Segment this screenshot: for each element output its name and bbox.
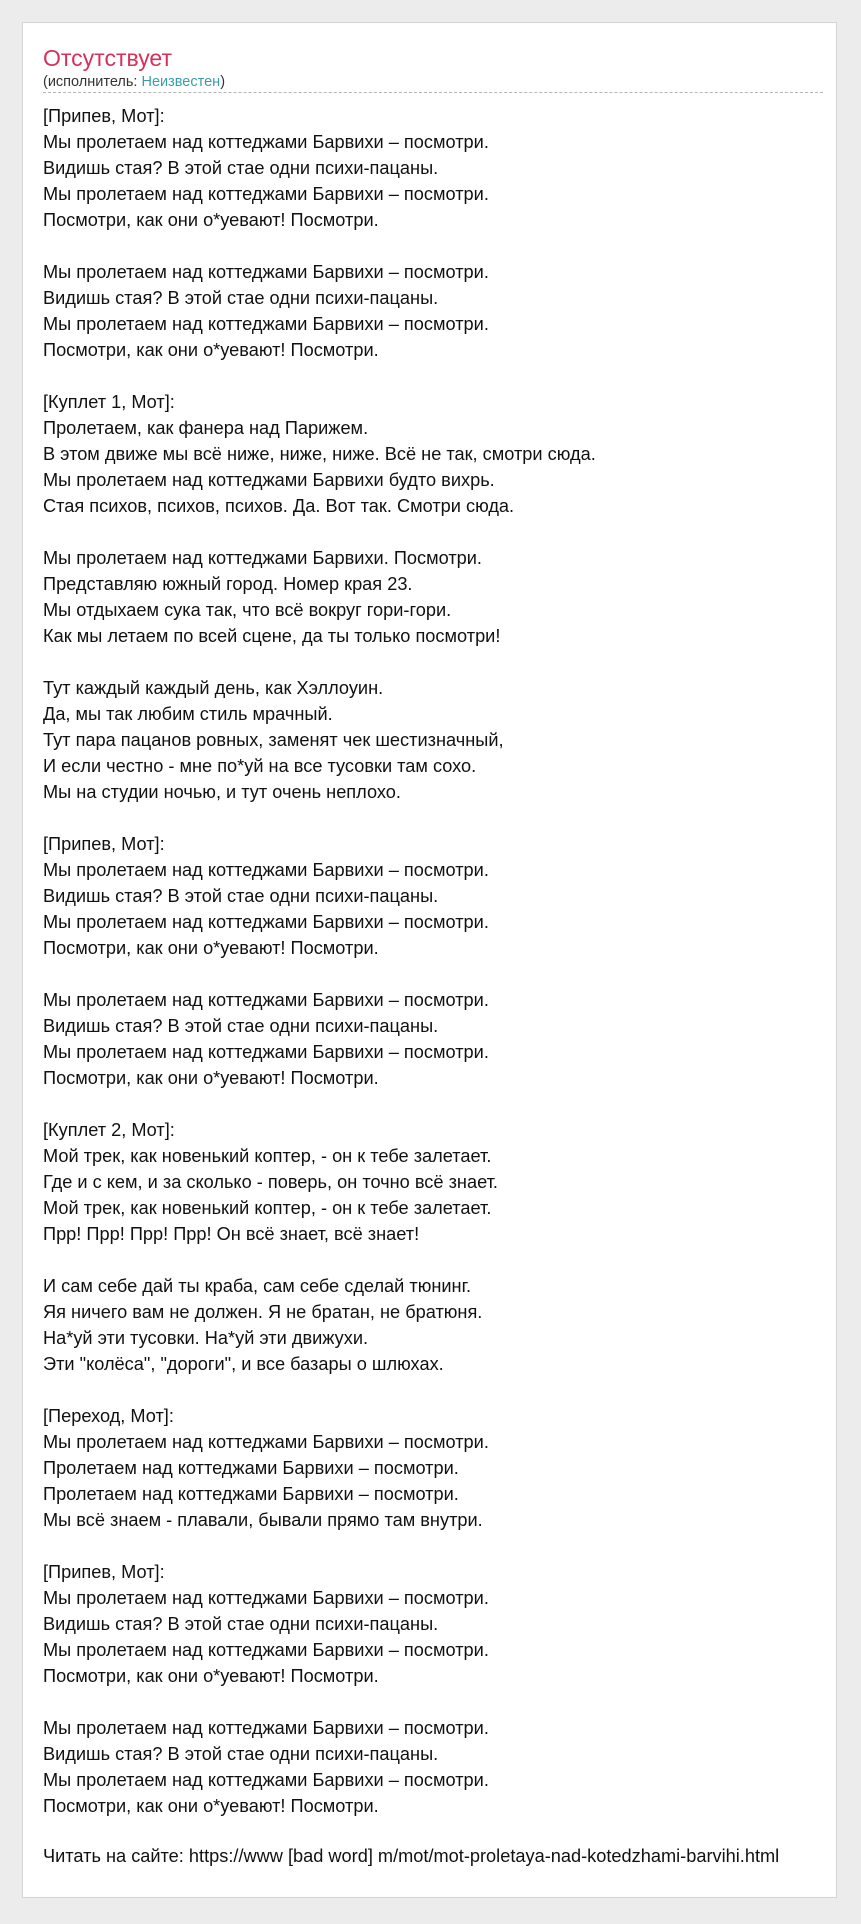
lyric-line: Мы пролетаем над коттеджами Барвихи – посмотри. bbox=[43, 1042, 489, 1062]
lyric-line: На*уй эти тусовки. На*уй эти движухи. bbox=[43, 1328, 369, 1348]
lyric-line: Мы пролетаем над коттеджами Барвихи – посмотри. bbox=[43, 1588, 489, 1608]
stanza-gap bbox=[43, 805, 833, 831]
lyric-line: Пролетаем, как фанера над Парижем. bbox=[43, 418, 369, 438]
lyric-line: Мы пролетаем над коттеджами Барвихи – посмотри. bbox=[43, 1432, 489, 1452]
lyric-line: Где и с кем, и за сколько - поверь, он точно всё знает. bbox=[43, 1172, 498, 1192]
stanza bbox=[43, 1559, 833, 1689]
stanza bbox=[43, 389, 833, 519]
lyric-line: Как мы летаем по всей сцене, да ты только посмотри! bbox=[43, 626, 501, 646]
lyric-line: Пролетаем над коттеджами Барвихи – посмотри. bbox=[43, 1484, 459, 1504]
lyric-line: Посмотри, как они о*уевают! Посмотри. bbox=[43, 1666, 379, 1686]
stanza bbox=[43, 987, 833, 1091]
lyric-line: И если честно - мне по*уй на все тусовки там сохо. bbox=[43, 756, 477, 776]
lyric-line: В этом движе мы всё ниже, ниже, ниже. Всё не так, смотри сюда. bbox=[43, 444, 596, 464]
lyric-line: Посмотри, как они о*уевают! Посмотри. bbox=[43, 938, 379, 958]
lyric-line: Мы пролетаем над коттеджами Барвихи – посмотри. bbox=[43, 990, 489, 1010]
lyric-line: И сам себе дай ты краба, сам себе сделай тюнинг. bbox=[43, 1276, 472, 1296]
performer-link[interactable]: Неизвестен bbox=[141, 74, 221, 90]
lyric-line: Мы пролетаем над коттеджами Барвихи. Посмотри. bbox=[43, 548, 482, 568]
song-title: Отсутствует bbox=[43, 45, 172, 71]
lyric-line: Да, мы так любим стиль мрачный. bbox=[43, 704, 333, 724]
lyric-line: [Припев, Мот]: bbox=[43, 1562, 165, 1582]
lyric-line: [Припев, Мот]: bbox=[43, 834, 165, 854]
lyric-line: Видишь стая? В этой стае одни психи-пацаны. bbox=[43, 288, 439, 308]
lyric-line: Мы на студии ночью, и тут очень неплохо. bbox=[43, 782, 401, 802]
stanza bbox=[43, 259, 833, 363]
lyric-line: [Переход, Мот]: bbox=[43, 1406, 174, 1426]
lyric-line: [Припев, Мот]: bbox=[43, 106, 165, 126]
lyric-line: Мы пролетаем над коттеджами Барвихи – посмотри. bbox=[43, 184, 489, 204]
stanza bbox=[43, 675, 833, 805]
lyric-line: [Куплет 2, Мот]: bbox=[43, 1120, 175, 1140]
lyric-line: Пролетаем над коттеджами Барвихи – посмотри. bbox=[43, 1458, 459, 1478]
lyric-line: Посмотри, как они о*уевают! Посмотри. bbox=[43, 340, 379, 360]
lyric-line: Тут пара пацанов ровных, заменят чек шестизначный, bbox=[43, 730, 504, 750]
header-divider bbox=[43, 92, 823, 93]
lyric-line: Мы пролетаем над коттеджами Барвихи – посмотри. bbox=[43, 132, 489, 152]
lyric-line: Видишь стая? В этой стае одни психи-пацаны. bbox=[43, 1016, 439, 1036]
lyric-line: Мы пролетаем над коттеджами Барвихи – посмотри. bbox=[43, 1718, 489, 1738]
lyric-line: Мы пролетаем над коттеджами Барвихи – посмотри. bbox=[43, 860, 489, 880]
stanza-gap bbox=[43, 649, 833, 675]
lyric-line: Мой трек, как новенький коптер, - он к тебе залетает. bbox=[43, 1198, 492, 1218]
performer-prefix: (исполнитель: bbox=[43, 74, 142, 90]
stanza-gap bbox=[43, 1689, 833, 1715]
lyric-line: Посмотри, как они о*уевают! Посмотри. bbox=[43, 1068, 379, 1088]
lyric-line: Мы отдыхаем сука так, что всё вокруг гори-гори. bbox=[43, 600, 452, 620]
lyric-line: Видишь стая? В этой стае одни психи-пацаны. bbox=[43, 886, 439, 906]
lyric-line: Мой трек, как новенький коптер, - он к тебе залетает. bbox=[43, 1146, 492, 1166]
lyric-line: Посмотри, как они о*уевают! Посмотри. bbox=[43, 210, 379, 230]
lyric-line: Прр! Прр! Прр! Прр! Он всё знает, всё знает! bbox=[43, 1224, 420, 1244]
stanza-gap bbox=[43, 233, 833, 259]
lyric-line: Мы всё знаем - плавали, бывали прямо там внутри. bbox=[43, 1510, 483, 1530]
performer-line bbox=[43, 73, 225, 91]
performer-suffix: ) bbox=[220, 74, 226, 90]
stanza bbox=[43, 545, 833, 649]
lyric-line: Посмотри, как они о*уевают! Посмотри. bbox=[43, 1796, 379, 1816]
lyric-line: Мы пролетаем над коттеджами Барвихи – посмотри. bbox=[43, 1640, 489, 1660]
stanza bbox=[43, 1403, 833, 1533]
stanza-gap bbox=[43, 363, 833, 389]
stanza bbox=[43, 831, 833, 961]
lyric-line: Стая психов, психов, психов. Да. Вот так. Смотри сюда. bbox=[43, 496, 515, 516]
stanza-gap bbox=[43, 1247, 833, 1273]
lyric-line: Тут каждый каждый день, как Хэллоуин. bbox=[43, 678, 384, 698]
stanza bbox=[43, 103, 833, 233]
stanza bbox=[43, 1117, 833, 1247]
stanza bbox=[43, 1715, 833, 1819]
lyric-line: Эти "колёса", "дороги", и все базары о шлюхах. bbox=[43, 1354, 444, 1374]
lyric-line: Видишь стая? В этой стае одни психи-пацаны. bbox=[43, 158, 439, 178]
stanza-gap bbox=[43, 1377, 833, 1403]
stanza-gap bbox=[43, 519, 833, 545]
lyric-line: Мы пролетаем над коттеджами Барвихи будто вихрь. bbox=[43, 470, 495, 490]
lyric-line: [Куплет 1, Мот]: bbox=[43, 392, 175, 412]
lyric-line: Мы пролетаем над коттеджами Барвихи – посмотри. bbox=[43, 1770, 489, 1790]
lyric-line: Мы пролетаем над коттеджами Барвихи – посмотри. bbox=[43, 912, 489, 932]
stanza-gap bbox=[43, 1091, 833, 1117]
lyric-line: Видишь стая? В этой стае одни психи-пацаны. bbox=[43, 1614, 439, 1634]
lyrics-card bbox=[22, 22, 837, 1898]
stanza bbox=[43, 1273, 833, 1377]
lyric-line: Яя ничего вам не должен. Я не братан, не братюня. bbox=[43, 1302, 483, 1322]
lyric-line: Представляю южный город. Номер края 23. bbox=[43, 574, 413, 594]
stanza-gap bbox=[43, 1533, 833, 1559]
lyric-line: Мы пролетаем над коттеджами Барвихи – посмотри. bbox=[43, 314, 489, 334]
lyric-line: Мы пролетаем над коттеджами Барвихи – посмотри. bbox=[43, 262, 489, 282]
lyric-line: Видишь стая? В этой стае одни психи-пацаны. bbox=[43, 1744, 439, 1764]
source-link-line: Читать на сайте: https://www [bad word] m/mot/mot-proletaya-nad-kotedzhami-barvihi.html bbox=[43, 1846, 780, 1866]
stanza-gap bbox=[43, 961, 833, 987]
lyrics-text bbox=[43, 103, 833, 1819]
